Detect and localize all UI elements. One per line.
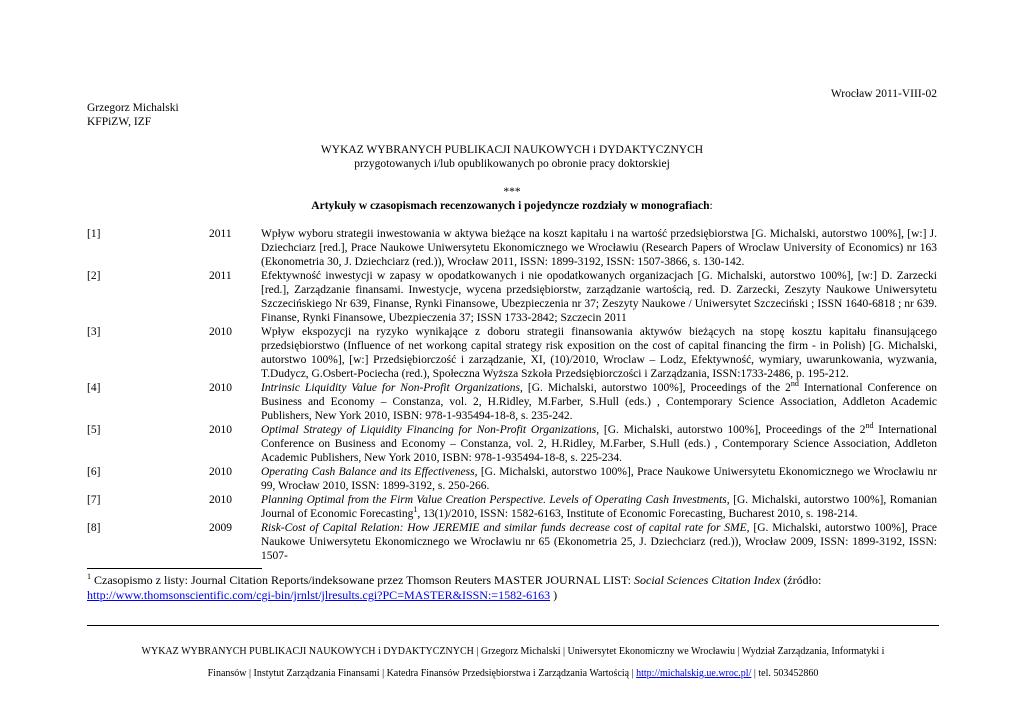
publication-item — [87, 521, 937, 563]
publication-item — [87, 423, 937, 465]
title-block — [87, 143, 937, 213]
footnote-marker: 1 — [87, 572, 91, 581]
publication-number: [2] — [87, 270, 101, 282]
publication-year: 2010 — [209, 424, 232, 436]
publication-title: Operating Cash Balance and its Effectiveness — [261, 466, 475, 478]
publication-title: Planning Optimal from the Firm Value Creation Perspective. Levels of Operating Cash Investments, — [261, 494, 730, 506]
publication-year: 2010 — [209, 494, 232, 506]
publication-details: [G. Michalski, autorstwo 100%], Romanian Journal of Economic Forecasting — [261, 494, 937, 520]
publication-year: 2010 — [209, 382, 232, 394]
section-heading — [87, 199, 937, 213]
publication-year: 2011 — [209, 270, 232, 282]
author-name: Grzegorz Michalski — [87, 102, 179, 114]
publication-number: [8] — [87, 522, 101, 534]
publication-details: [G. Michalski, autorstwo 100%], Prace Naukowe Uniwersytetu Ekonomicznego we Wrocławiu nr 65 (Ekonometria 25, J. Dziechciarz (red.)), Wrocław 2009, ISSN: 1899-3192, ISSN: 1507- — [261, 522, 938, 562]
publication-text — [261, 465, 937, 493]
publication-text — [261, 521, 937, 563]
section-colon: : — [709, 200, 713, 212]
publication-details: [G. Michalski, autorstwo 100%], Proceedings of the 2 — [599, 424, 866, 436]
footer-institution: Finansów | Instytut Zarządzania Finansami | Katedra Finansów Przedsiębiorstwa i Zarządzania Wartością | — [207, 668, 637, 679]
publication-year: 2010 — [209, 466, 232, 478]
footnote-end: ) — [550, 588, 558, 602]
document-date: Wrocław 2011-VIII-02 — [830, 88, 937, 100]
publication-number: [4] — [87, 382, 101, 394]
separator-stars: *** — [503, 186, 521, 198]
publication-details: International Conference on Business and Economy – Constanza, vol. 2, H.Ridley, M.Farber, S.Hull (eds.) , Contemporary Science Association, Addleton Academic Publishers, New York 2010, ISBN: 978-1-935494-18-8, s. 235-242. — [261, 382, 937, 422]
publication-text — [261, 423, 937, 465]
footer-line-2 — [87, 663, 939, 685]
publication-text: Wpływ ekspozycji na ryzyko wynikające z doboru strategii finansowania aktywów bieżących na stopę kosztu kapitału finansującego przedsiębiorstwo (Influence of net workong capital strategy risk exposition on the cost of capital financing the firm - in Polish) [G. Michalski, autorstwo 100%], [w:] Przedsiębiorczość i zarządzanie, XI, (10)/2010, Wroclaw – Lodz, Efektywność, wymiary, uwarunkowania, wyzwania, T.Dudycz, G.Osbert-Pociecha (red.), Społeczna Wyższa Szkoła Przedsiębiorczości i Zarządzania, ISSN:1733-2486, p. 195-212. — [261, 326, 937, 380]
footnote-reference[interactable]: 1 — [413, 505, 418, 515]
publication-details: , [G. Michalski, autorstwo 100%], Prace Naukowe Uniwersytetu Ekonomicznego we Wrocławiu nr 99, Wrocław 2010, ISSN: 1899-3192, s. 250-266. — [261, 466, 937, 492]
publication-item — [87, 465, 937, 493]
ordinal-suffix: nd — [790, 379, 799, 389]
publication-number: [7] — [87, 494, 101, 506]
section-title: Artykuły w czasopismach recenzowanych i pojedyncze rozdziały w monografiach — [311, 200, 710, 212]
footer-separator — [87, 625, 939, 626]
homepage-link[interactable]: http://michalskig.ue.wroc.pl/ — [636, 668, 752, 679]
footer-phone: | tel. 503452860 — [751, 668, 819, 679]
document-subtitle: przygotowanych i/lub opublikowanych po obronie pracy doktorskiej — [354, 158, 670, 170]
footnote-separator — [87, 568, 262, 569]
publication-item — [87, 227, 937, 269]
footnote-index-name: Social Sciences Citation Index — [634, 573, 781, 587]
publication-title: Risk-Cost of Capital Relation: How JEREMIE and similar funds decrease cost of capital rate for SME, — [261, 522, 750, 534]
footnote-source-link[interactable]: http://www.thomsonscientific.com/cgi-bin/jrnlst/jlresults.cgi?PC=MASTER&ISSN:=1582-6163 — [87, 588, 551, 602]
publication-title: Intrinsic Liquidity Value for Non-Profit Organizations, — [261, 382, 523, 394]
publication-year: 2010 — [209, 326, 232, 338]
publication-year: 2009 — [209, 522, 232, 534]
document-title: WYKAZ WYBRANYCH PUBLIKACJI NAUKOWYCH i DYDAKTYCZNYCH — [320, 144, 704, 156]
publication-text — [261, 381, 937, 423]
publication-text: Efektywność inwestycji w zapasy w opodatkowanych i nie opodatkowanych organizacjach [G. Michalski, autorstwo 100%], [w:] D. Zarzecki [red.], Zarządzanie finansami. Inwestycje, wycena przedsiębiorstw, zarządzanie wartością, red. D. Zarzecki, Zeszyty Naukowe Uniwersytetu Szczecińskiego Nr 639, Finanse, Rynki Finansowe, Ubezpieczenia nr 37; Zeszyty Naukowe / Uniwersytet Szczeciński ; ISSN 1640-6818 ; nr 639. Finanse, Rynki Finansowe, Ubezpieczenia 37; ISSN 1733-2842; Szczecin 2011 — [261, 270, 937, 324]
publication-number: [1] — [87, 228, 101, 240]
page-footer — [87, 641, 939, 685]
publication-number: [5] — [87, 424, 101, 436]
publication-item — [87, 381, 937, 423]
publication-details: International Conference on Business and Economy – Constanza, vol. 2, H.Ridley, M.Farber, S.Hull (eds.) , Contemporary Science Association, Addleton Academic Publishers, New York 2010, ISBN: 978-1-935494-18-8, s. 225-234. — [261, 424, 938, 464]
publication-item — [87, 325, 937, 381]
ordinal-suffix: nd — [865, 421, 874, 431]
footnote-source-label: (źródło: — [780, 573, 822, 587]
author-block — [87, 101, 179, 129]
author-unit: KFPiZW, IZF — [87, 116, 152, 128]
footnote-text: Czasopismo z listy: Journal Citation Reports/indeksowane przez Thomson Reuters MASTER JOURNAL LIST: — [91, 573, 635, 587]
publication-item — [87, 269, 937, 325]
footer-line-1: WYKAZ WYBRANYCH PUBLIKACJI NAUKOWYCH i DYDAKTYCZNYCH | Grzegorz Michalski | Uniwersytet Ekonomiczny we Wrocławiu | Wydział Zarządzania, Informatyki i — [141, 646, 885, 657]
publication-item — [87, 493, 937, 521]
publication-details: , 13(1)/2010, ISSN: 1582-6163, Institute of Economic Forecasting, Bucharest 2010, s. 198-214. — [417, 508, 858, 520]
publication-list — [87, 227, 937, 563]
publication-text — [261, 493, 937, 521]
footnote — [87, 573, 937, 603]
publication-text: Wpływ wyboru strategii inwestowania w aktywa bieżące na koszt kapitału i na wartość przedsiębiorstwa [G. Michalski, autorstwo 100%], [w:] J. Dziechciarz [red.], Prace Naukowe Uniwersytetu Ekonomicznego we Wrocławiu (Research Papers of Wroclaw University of Economics) nr 163 (Ekonometria 30, J. Dziechciarz (red.)), Wrocław 2011, ISSN: 1899-3192, ISSN: 1507-3866, s. 130-142. — [261, 228, 937, 268]
publication-title: Optimal Strategy of Liquidity Financing for Non-Profit Organizations, — [261, 424, 600, 436]
publication-number: [3] — [87, 326, 101, 338]
publication-year: 2011 — [209, 228, 232, 240]
publication-number: [6] — [87, 466, 101, 478]
publication-details: [G. Michalski, autorstwo 100%], Proceedings of the 2 — [522, 382, 791, 394]
